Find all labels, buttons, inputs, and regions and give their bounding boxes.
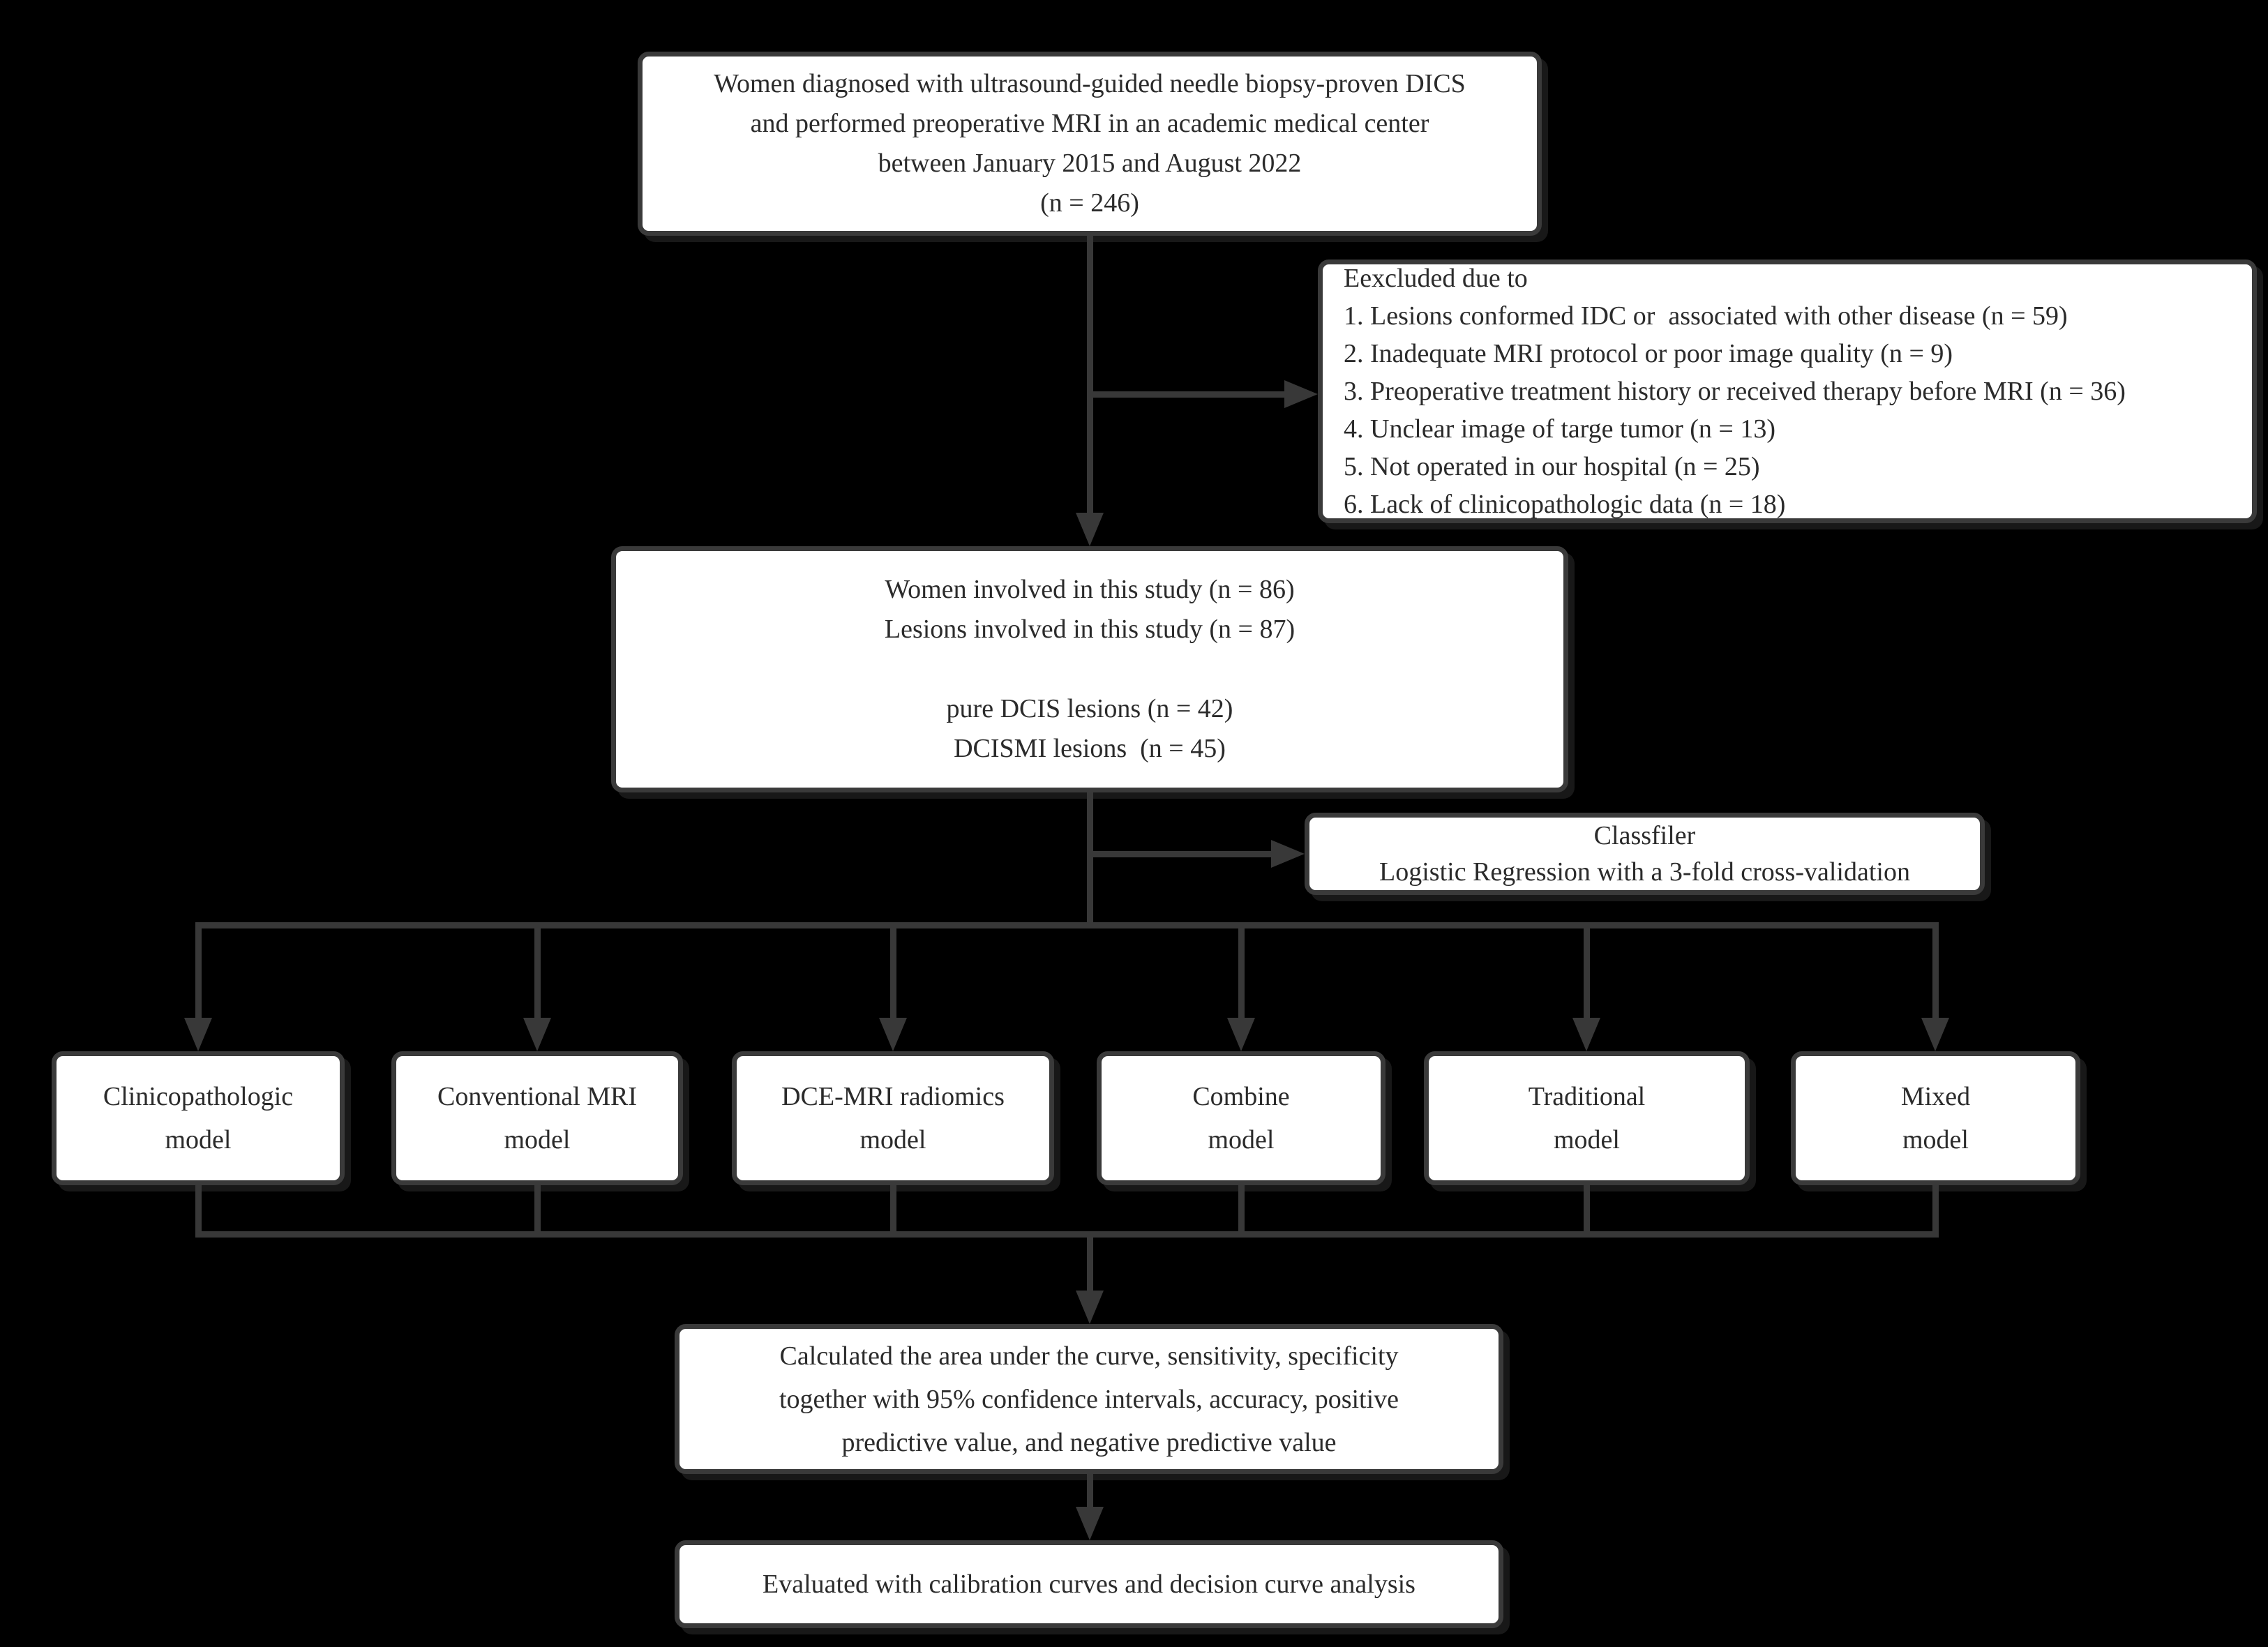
connector-cohort-to-population	[1087, 236, 1093, 513]
arrowhead-right-icon	[1284, 380, 1318, 408]
model-name: Conventional MRI	[437, 1082, 638, 1111]
connector-split-to-model-3	[890, 928, 896, 1018]
model-word: model	[859, 1125, 926, 1155]
connector-split-to-model-5	[1584, 928, 1590, 1018]
exclusion-box	[1318, 260, 2257, 523]
exclusion-title: Eexcluded due to	[1344, 264, 1528, 293]
connector-model-5-to-merge	[1584, 1185, 1590, 1235]
exclusion-item-3: 3. Preoperative treatment history or received therapy before MRI (n = 36)	[1344, 377, 2126, 406]
model-word: model	[165, 1125, 232, 1155]
connector-model-1-to-merge	[195, 1185, 202, 1235]
model-word: model	[1554, 1125, 1620, 1155]
cohort-line-1: Women diagnosed with ultrasound-guided needle biopsy-proven DICS	[714, 69, 1466, 98]
merge-line	[195, 1231, 1939, 1238]
arrowhead-down-icon	[1076, 1507, 1104, 1540]
classifier-box	[1305, 813, 1985, 895]
connector-model-3-to-merge	[890, 1185, 896, 1235]
model-box-traditional	[1424, 1051, 1750, 1185]
arrowhead-down-icon	[1227, 1018, 1255, 1051]
arrowhead-down-icon	[184, 1018, 212, 1051]
split-line	[195, 922, 1939, 928]
connector-model-6-to-merge	[1932, 1185, 1939, 1235]
arrowhead-down-icon	[1921, 1018, 1949, 1051]
connector-metrics-to-evaluation	[1087, 1474, 1093, 1507]
arrowhead-down-icon	[523, 1018, 551, 1051]
model-name: Mixed	[1900, 1082, 1971, 1111]
evaluation-line: Evaluated with calibration curves and decision curve analysis	[763, 1569, 1415, 1599]
metrics-line-2: together with 95% confidence intervals, accuracy, positive	[779, 1384, 1399, 1414]
pure-dcis-count: pure DCIS lesions (n = 42)	[946, 694, 1233, 723]
connector-split-to-model-6	[1932, 928, 1939, 1018]
model-box-combine	[1097, 1051, 1385, 1185]
exclusion-item-1: 1. Lesions conformed IDC or associated with other disease (n = 59)	[1344, 301, 2068, 331]
classifier-method: Logistic Regression with a 3-fold cross-validation	[1379, 857, 1910, 887]
connector-to-exclusion	[1087, 391, 1284, 398]
model-box-dce-mri-radiomics	[732, 1051, 1054, 1185]
exclusion-item-4: 4. Unclear image of targe tumor (n = 13)	[1344, 414, 1776, 444]
cohort-line-2: and performed preoperative MRI in an academic medical center	[750, 109, 1429, 138]
cohort-box	[638, 52, 1542, 236]
involved-lesions: Lesions involved in this study (n = 87)	[884, 615, 1296, 644]
metrics-line-1: Calculated the area under the curve, sensitivity, specificity	[779, 1341, 1399, 1371]
exclusion-item-2: 2. Inadequate MRI protocol or poor image quality (n = 9)	[1344, 339, 1953, 368]
evaluation-box	[675, 1540, 1503, 1628]
connector-population-to-split	[1087, 792, 1093, 927]
cohort-count: (n = 246)	[1040, 188, 1139, 218]
metrics-box	[675, 1324, 1503, 1474]
involved-women: Women involved in this study (n = 86)	[885, 575, 1295, 604]
arrowhead-right-icon	[1271, 840, 1305, 868]
arrowhead-down-icon	[879, 1018, 907, 1051]
exclusion-item-6: 6. Lack of clinicopathologic data (n = 18)	[1344, 490, 1786, 519]
model-name: Traditional	[1528, 1082, 1646, 1111]
model-word: model	[504, 1125, 571, 1155]
connector-split-to-model-2	[534, 928, 541, 1018]
connector-to-classifier	[1087, 851, 1271, 857]
metrics-line-3: predictive value, and negative predictive value	[841, 1427, 1337, 1457]
arrowhead-down-icon	[1076, 513, 1104, 546]
connector-model-4-to-merge	[1238, 1185, 1245, 1235]
cohort-line-3: between January 2015 and August 2022	[878, 149, 1302, 178]
arrowhead-down-icon	[1076, 1291, 1104, 1324]
classifier-title: Classfiler	[1593, 821, 1696, 850]
arrowhead-down-icon	[1572, 1018, 1600, 1051]
model-word: model	[1208, 1125, 1275, 1155]
exclusion-item-5: 5. Not operated in our hospital (n = 25)	[1344, 452, 1760, 481]
model-name: Clinicopathologic	[103, 1082, 294, 1111]
dcismi-count: DCISMI lesions (n = 45)	[954, 734, 1226, 763]
connector-split-to-model-4	[1238, 928, 1245, 1018]
model-name: Combine	[1192, 1082, 1290, 1111]
connector-split-to-model-1	[195, 928, 202, 1018]
model-box-mixed	[1791, 1051, 2080, 1185]
model-box-clinicopathologic	[52, 1051, 345, 1185]
connector-merge-to-metrics	[1087, 1238, 1093, 1291]
model-name: DCE-MRI radiomics	[781, 1082, 1005, 1111]
model-word: model	[1902, 1125, 1969, 1155]
study-population-box	[611, 546, 1568, 792]
model-box-conventional-mri	[391, 1051, 683, 1185]
connector-model-2-to-merge	[534, 1185, 541, 1235]
